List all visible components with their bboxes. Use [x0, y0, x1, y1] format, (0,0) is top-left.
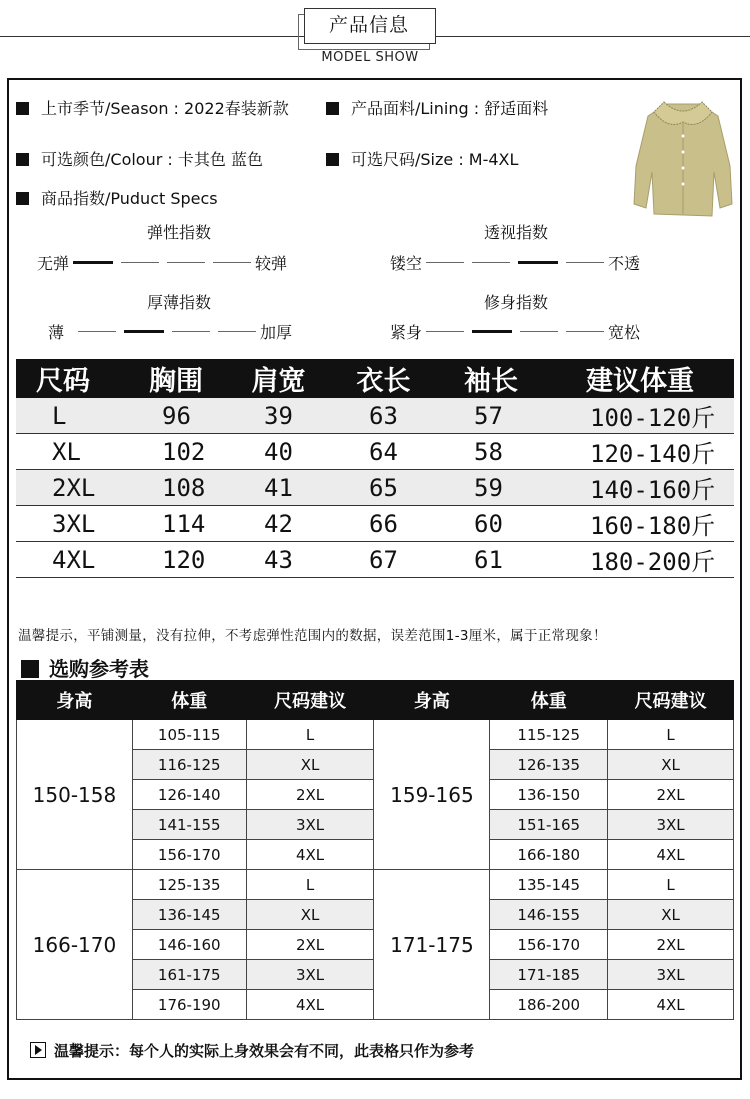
scale-segment — [426, 262, 464, 263]
height-cell: 171-175 — [374, 870, 490, 1020]
weight-cell: 166-180 — [490, 840, 608, 870]
reference-note-text: 温馨提示：每个人的实际上身效果会有不同，此表格只作为参考 — [54, 1042, 475, 1060]
scale-thickness — [48, 320, 292, 343]
table-cell: 57 — [436, 398, 546, 434]
spec-size-text: 可选尺码/Size : M-4XL — [351, 150, 519, 169]
height-cell: 150-158 — [17, 720, 133, 870]
size-table-header — [16, 359, 734, 398]
weight-cell: 125-135 — [132, 870, 246, 900]
header-cell: 身高 — [374, 681, 490, 720]
weight-cell: 161-175 — [132, 960, 246, 990]
header-line-right — [434, 36, 750, 37]
header-title: 产品信息 — [328, 14, 409, 36]
scale-segment-active — [124, 330, 164, 333]
guide-header — [17, 681, 734, 720]
table-row — [16, 470, 734, 506]
height-cell: 166-170 — [17, 870, 133, 1020]
spec-colour — [16, 147, 263, 170]
weight-cell: 171-185 — [490, 960, 608, 990]
table-row — [17, 870, 734, 900]
weight-cell: 176-190 — [132, 990, 246, 1020]
square-bullet-icon — [326, 153, 339, 166]
size-cell: 3XL — [608, 810, 734, 840]
table-cell: 66 — [331, 506, 436, 542]
scale-right-label: 加厚 — [260, 323, 293, 342]
spec-product — [16, 186, 218, 209]
scale-segment — [566, 262, 604, 263]
table-row — [16, 506, 734, 542]
table-cell: 58 — [436, 434, 546, 470]
size-cell: 2XL — [246, 780, 374, 810]
table-cell: 180-200斤 — [546, 542, 734, 578]
scale-segment — [167, 262, 205, 263]
table-cell: 43 — [226, 542, 331, 578]
scale-title-transparency: 透视指数 — [483, 223, 548, 242]
scale-left-label: 镂空 — [390, 254, 423, 273]
spec-product-text: 商品指数/Puduct Specs — [41, 189, 218, 208]
size-cell: 4XL — [608, 840, 734, 870]
weight-cell: 186-200 — [490, 990, 608, 1020]
blouse-icon — [628, 86, 738, 226]
weight-cell: 146-160 — [132, 930, 246, 960]
size-cell: 3XL — [246, 810, 374, 840]
weight-cell: 126-135 — [490, 750, 608, 780]
size-cell: 4XL — [246, 840, 374, 870]
scale-segment — [213, 262, 251, 263]
scale-segment — [426, 331, 464, 332]
size-cell: 3XL — [608, 960, 734, 990]
table-cell: 40 — [226, 434, 331, 470]
square-bullet-icon — [326, 102, 339, 115]
weight-cell: 126-140 — [132, 780, 246, 810]
table-cell: 102 — [126, 434, 226, 470]
scale-segment-active — [518, 261, 558, 264]
scale-left-label: 薄 — [48, 323, 65, 342]
spec-lining-text: 产品面料/Lining : 舒适面料 — [351, 99, 549, 118]
square-bullet-icon — [16, 102, 29, 115]
scale-right-label: 较弹 — [255, 254, 288, 273]
spec-season — [16, 96, 289, 119]
measurement-note: 温馨提示，平铺测量，没有拉伸，不考虑弹性范围内的数据，误差范围1-3厘米，属于正常现象！ — [18, 628, 607, 644]
play-icon — [30, 1042, 46, 1058]
scale-fit — [390, 320, 640, 343]
scale-title-thickness: 厚薄指数 — [146, 293, 211, 312]
height-cell: 159-165 — [374, 720, 490, 870]
scale-left-label: 无弹 — [37, 254, 70, 273]
scale-segment — [218, 331, 256, 332]
table-cell: 60 — [436, 506, 546, 542]
guide-section-title — [21, 653, 149, 682]
table-cell: 120 — [126, 542, 226, 578]
header-line-left — [0, 36, 304, 37]
weight-cell: 135-145 — [490, 870, 608, 900]
header-cell: 尺码建议 — [246, 681, 374, 720]
size-cell: L — [608, 870, 734, 900]
header-cell: 体重 — [132, 681, 246, 720]
size-cell: 3XL — [16, 506, 126, 542]
size-guide-table — [16, 680, 734, 1020]
size-cell: 4XL — [608, 990, 734, 1020]
table-cell: 61 — [436, 542, 546, 578]
scale-segment — [566, 331, 604, 332]
scale-title-elastic: 弹性指数 — [146, 223, 211, 242]
table-cell: 39 — [226, 398, 331, 434]
table-cell: 63 — [331, 398, 436, 434]
size-cell: 2XL — [16, 470, 126, 506]
weight-cell: 105-115 — [132, 720, 246, 750]
table-cell: 120-140斤 — [546, 434, 734, 470]
weight-cell: 156-170 — [490, 930, 608, 960]
size-cell: L — [16, 398, 126, 434]
square-bullet-icon — [16, 153, 29, 166]
spec-lining — [326, 96, 548, 119]
header-cell: 建议体重 — [546, 359, 734, 398]
table-row — [16, 398, 734, 434]
size-cell: 3XL — [246, 960, 374, 990]
table-cell: 59 — [436, 470, 546, 506]
scale-left-label: 紧身 — [390, 323, 423, 342]
size-cell: L — [246, 720, 374, 750]
scale-title-fit: 修身指数 — [483, 293, 548, 312]
table-row — [16, 434, 734, 470]
scale-segment-active — [472, 330, 512, 333]
header-subtitle: MODEL SHOW — [321, 50, 419, 65]
scale-right-label: 不透 — [608, 254, 641, 273]
weight-cell: 136-145 — [132, 900, 246, 930]
size-cell: 2XL — [246, 930, 374, 960]
size-cell: XL — [16, 434, 126, 470]
size-cell: XL — [608, 750, 734, 780]
header-cell: 衣长 — [331, 359, 436, 398]
header-cell: 袖长 — [436, 359, 546, 398]
header-cell: 尺码 — [16, 359, 126, 398]
scale-segment — [121, 262, 159, 263]
spec-season-text: 上市季节/Season : 2022春装新款 — [41, 99, 289, 118]
header-cell: 肩宽 — [226, 359, 331, 398]
table-cell: 67 — [331, 542, 436, 578]
square-bullet-icon — [16, 192, 29, 205]
size-cell: L — [246, 870, 374, 900]
size-cell: 4XL — [246, 990, 374, 1020]
table-cell: 96 — [126, 398, 226, 434]
size-cell: XL — [608, 900, 734, 930]
weight-cell: 151-165 — [490, 810, 608, 840]
square-bullet-icon — [21, 660, 39, 678]
table-cell: 108 — [126, 470, 226, 506]
header-cell: 体重 — [490, 681, 608, 720]
table-row — [17, 720, 734, 750]
scale-transparency — [390, 251, 640, 274]
size-cell: L — [608, 720, 734, 750]
reference-note — [30, 1040, 474, 1061]
size-cell: 2XL — [608, 930, 734, 960]
table-cell: 114 — [126, 506, 226, 542]
header-cell: 胸围 — [126, 359, 226, 398]
size-cell: 2XL — [608, 780, 734, 810]
weight-cell: 156-170 — [132, 840, 246, 870]
size-cell: XL — [246, 750, 374, 780]
scale-segment — [172, 331, 210, 332]
guide-title-text: 选购参考表 — [49, 657, 149, 681]
header-cell: 尺码建议 — [608, 681, 734, 720]
scale-segment — [520, 331, 558, 332]
weight-cell: 116-125 — [132, 750, 246, 780]
scale-segment-active — [73, 261, 113, 264]
table-cell: 41 — [226, 470, 331, 506]
header-cell: 身高 — [17, 681, 133, 720]
weight-cell: 115-125 — [490, 720, 608, 750]
table-cell: 64 — [331, 434, 436, 470]
scale-right-label: 宽松 — [608, 323, 641, 342]
table-cell: 160-180斤 — [546, 506, 734, 542]
scale-segment — [78, 331, 116, 332]
table-cell: 65 — [331, 470, 436, 506]
scale-elastic — [37, 251, 287, 274]
scale-segment — [472, 262, 510, 263]
size-table — [16, 359, 734, 578]
weight-cell: 136-150 — [490, 780, 608, 810]
spec-colour-text: 可选颜色/Colour : 卡其色 蓝色 — [41, 150, 263, 169]
size-cell: 4XL — [16, 542, 126, 578]
table-cell: 140-160斤 — [546, 470, 734, 506]
table-cell: 100-120斤 — [546, 398, 734, 434]
spec-size — [326, 147, 518, 170]
table-row — [16, 542, 734, 578]
size-cell: XL — [246, 900, 374, 930]
table-cell: 42 — [226, 506, 331, 542]
weight-cell: 141-155 — [132, 810, 246, 840]
weight-cell: 146-155 — [490, 900, 608, 930]
